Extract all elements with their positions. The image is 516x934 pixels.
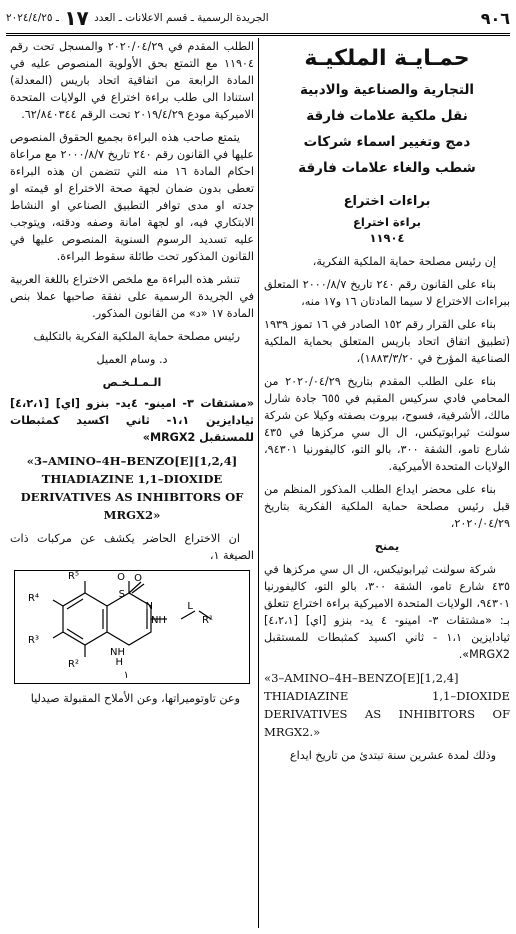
paragraph: وذلك لمدة عشرين سنة تبتدئ من تاريخ ايداع [289,749,496,762]
header-title-prefix: الجريدة الرسمية ـ قسم الاعلانات ـ العدد [94,12,269,24]
chem-label-r5: R⁵ [68,571,79,582]
page-header [6,4,510,32]
paragraph: شركة سولنت ثيرابوتيكس، ال ال سي مركزها في ٤٣٥ شارع تامو، الشقة ٣٠٠، بالو التو، كاليفورنيا ٩٤٣٠١، الولايات المتحدة الاميركية براءة اختراع تتعلق بـ: «مشتقات ٣- امينو- ٤ يد- بنزو [اي] [٤،٢،١] ثيادايزين ١،١ - ثاني اكسيد كمثبطات للمستقبل MRGX2». [264,563,510,661]
header-rule [6,33,510,34]
paragraph: يتمتع صاحب هذه البراءة بجميع الحقوق المنصوص عليها في القانون رقم ٢٤٠ تاريخ ٢٠٠٠/٨/٧ مع مراعاة احكام المادة ١٦ منه التي تتضمن ان هذه البراءة تعطى بدون ضمان لجهة صحة الاختراع او قيمته او جدته او مدى توافر التطبيق الصناعي او النشاط الابتكاري فيه، او لجهة امانة وصفه ودقته، ويتوجب عليه تسديد الرسوم السنوية المنصوص عليها في القانون المذكور تحت طائلة سقوط البراءة. [10,131,255,263]
chemical-structure-figure [14,570,250,684]
patent-label: براءة اختراع [353,215,421,229]
grant-word: يمنح [374,540,400,553]
chem-label-r2: R² [68,659,79,670]
thiadiazine-ring [107,593,151,645]
chem-label-nh: NH [110,647,125,658]
chem-label-o: O [134,573,142,584]
signer-title: رئيس مصلحة حماية الملكية الفكرية بالتكليف [33,330,240,343]
summary-title-en-line: THIADIAZINE 1,1–DIOXIDE [41,472,223,486]
section-subtitle: نقل ملكية علامات فارقة [306,108,468,124]
right-column [264,38,510,770]
paragraph: بناء على القانون رقم ٢٤٠ تاريخ ٢٠٠٠/٨/٧ المتعلق ببراءات الاختراع لا سيما المادتان ١٦ و١٧ منه، [264,278,510,308]
summary-heading: الـمـلـخـص [102,376,162,389]
formula-label: ١ [123,670,129,681]
english-title: «3–AMINO–4H–BENZO[E][1,2,4] THIADIAZINE 1,1–DIOXIDE DERIVATIVES AS INHIBITORS OF MRGX2.» [264,671,510,739]
chem-label-h: H [115,657,123,668]
patents-heading: براءات اختراع [343,194,431,209]
chem-label-o: O [117,572,125,583]
formula-1-structure [15,571,249,681]
summary-title-en-line: «3–AMINO–4H–BENZO[E][1,2,4] [26,454,238,468]
issue-number: ١٧ [64,6,89,30]
paragraph: الطلب المقدم في ٢٠٢٠/٠٤/٢٩ والمسجل تحت رقم ١١٩٠٤ مع التمتع بحق الأولوية المنصوص عليه في المادة الرابعة من اتفاقية اتحاد باريس (المعدلة) استنادا الى طلب براءة اختراع في الولايات المتحدة الاميركية مودع ٢٠١٩/٤/٢٩ تحت الرقم ٦٢/٨٤٠٣٤٤. [10,40,255,121]
header-title [6,6,269,30]
header-date: ـ ٢٠٢٤/٤/٢٥ [6,12,59,24]
paragraph: بناء على محضر ايداع الطلب المذكور المنظم من قبل رئيس مصلحة حماية الملكية الفكرية بتاريخ ٢٠٢٠/٠٤/٢٩، [264,483,510,530]
paragraph: إن رئيس مصلحة حماية الملكية الفكرية، [312,255,496,268]
chem-label-r4: R⁴ [28,593,39,604]
section-subtitle: التجارية والصناعية والادبية [299,82,475,98]
paragraph: وعن تاوتوميراتها، وعن الأملاح المقبولة صيدليا [30,692,240,705]
chem-label-n: N [145,601,153,612]
section-title: حمـايـة الملكيـة [304,46,470,71]
section-subtitle: دمج وتغيير اسماء شركات [303,134,471,150]
section-subtitle: شطب والغاء علامات فارقة [298,160,476,176]
column-separator [258,38,259,928]
signer-name: د. وسام العميل [96,353,168,366]
paragraph: تنشر هذه البراءة مع ملخص الاختراع باللغة العربية في الجريدة الرسمية على نفقة صاحبها عملا بنص المادة ١٧ «د» من القانون المذكور. [10,273,254,320]
summary-title-en-line: DERIVATIVES AS INHIBITORS OF [20,490,244,504]
paragraph: ان الاختراع الحاضر يكشف عن مركبات ذات الصيغة ١، [10,532,254,562]
chem-label-r1: R¹ [202,615,213,626]
paragraph: بناء على الطلب المقدم بتاريخ ٢٠٢٠/٠٤/٢٩ من المحامي فادي سركيس المقيم في ٦٥٥ جادة شارل مالك، الأشرفية، فسوح، بيروت بصفته وكيلا عن شركة سولنت ثيرابوتيكس، ال ال سي مركزها في ٤٣٥ شارع تامو، الشقة ٣٠٠، بالو التو، كاليفورنيا ٩٤٣٠١، الولايات المتحدة الأميركية. [264,375,511,473]
benzene-ring [63,593,107,645]
chem-label-s: S [118,589,125,600]
chem-label-l: L [187,601,193,612]
summary-title-ar: «مشتقات ٣- امينو- ٤يد- بنزو [اي] [٤،٢،١] ثيادايزين ١،١- ثاني اكسيد كمثبطات للمستقبل MRGX2» [10,397,255,444]
patent-number: ١١٩٠٤ [369,231,405,245]
chem-label-nh: NH [151,615,166,626]
header-rule-2 [6,35,510,36]
page-number: ٩٠٦ [480,8,510,28]
summary-title-en-line: MRGX2» [103,508,161,522]
chem-label-r3: R³ [28,635,39,646]
paragraph: بناء على القرار رقم ١٥٢ الصادر في ١٦ تموز ١٩٣٩ (تطبيق اتفاق اتحاد باريس المتعلق بحماية الملكية الصناعية المؤرخ في ١٨٨٣/٣/٢٠)، [264,318,510,365]
left-column [10,38,254,713]
